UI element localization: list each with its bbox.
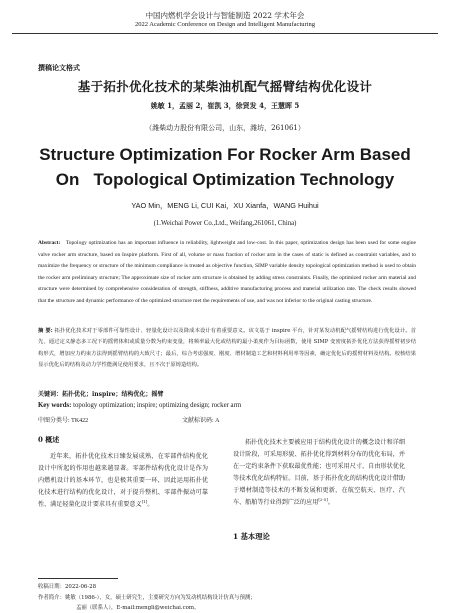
document-code: 文献标识码: A [182,418,220,424]
header-rule [12,33,438,34]
en-abstract-text: Topology optimization has an important influence in reliability, lightweight and low-cost. In this paper, optimization design has been used for some engine valve rocker arm structure, based on Inspire platform. First of all, volume or mass fraction of rocker arm in the cases of static is defined as constraint variables, and to maximize the frequency or structure of the minimum compliance is treated as objective function, SIMP variable density topological optimization method is used to obtain the rocker arm preliminary structure; The approximate size of rocker arm structure is obtained by adding stress constraints. Finally, the optimized rocker arm material and structure were determined by comprehensive consideration of strength, stiffness, additive manufacturing process and material utilization rate. The check results showed that the structure and dynamic performance of the optimized structure met the requirements of use, and was not inferior to the original casting structure. [38,240,416,304]
cn-abstract-label: 摘 要: [38,328,53,334]
en-keywords-text: topology optimization; inspire; optimizing design; rocker arm [73,402,242,409]
en-abstract [38,238,416,307]
left-citation: [1] [141,498,148,504]
cn-keywords: 关键词：拓扑优化；inspire；结构优化；摇臂 [38,391,164,398]
cn-authors: 姚敏 1，孟丽 2，崔凯 3，徐贤发 4，王慧晖 5 [150,101,300,110]
footnote-contact: 孟丽（联系人），E-mail:mengli@weichai.com。 [76,605,200,611]
en-title-line1: Structure Optimization For Rocker Arm Based [39,145,411,164]
cn-abstract-text: 拓扑优化技术对于零部件可靠性设计、轻量化设计以及降成本设计有着重要意义。该文基于 inspire 平台，针对某发动机配气摇臂结构进行优化设计。首先，通过定义静态多工况下的摇臂体积或质量分数为约束变量，将频率最大化或结构的最小柔度作为目标函数，使用 SIMP 变密度拓扑优化方法获得摇臂初步结构形式，增加应力约束方法得到摇臂结构的大致尺寸；最后，综合考虑强度、刚度、增材制造工艺和材料利用率等因素，确定优化后的摇臂材料及结构。校核结果显示优化后的结构及动力学性能满足使用要求，且不次于原铸造结构。 [38,328,416,369]
clc-number: 中图分类号: TK422 [38,418,89,424]
en-keywords-label: Key words: [38,402,72,409]
right-para-end: 。 [327,498,334,506]
en-abstract-label: Abstract: [38,240,61,246]
en-affiliation: (1.Weichai Power Co.,Ltd., Weifang,261061, China) [153,220,297,227]
en-authors: YAO Min，MENG Li, CUI Kai，XU Xianfa，WANG Huihui [131,201,319,210]
right-citation: [2-5] [318,496,328,502]
en-keywords [38,402,241,409]
footnote-author-info: 作者简介：姚敏（1986-），女，硕士研究生，主要研究方向为发动机结构设计仿真与预测； [38,595,256,601]
section-1-title: 1 基本理论 [233,532,270,541]
footnote-rule [38,578,118,579]
left-column-paragraph [38,451,208,511]
cn-abstract [38,326,416,372]
cn-affiliation: （潍柴动力股份有限公司，山东，潍坊，261061） [145,124,305,132]
conference-header-cn: 中国内燃机学会设计与智能制造 2022 学术年会 [145,11,305,20]
right-para-text: 拓扑优化技术主要被应用于结构优化设计的概念设计和详细设计阶段，可采用形貌、拓扑优化得到材料分布的优化布局，并在一定约束条件下获取最优性能；也可采用尺寸、自由形状优化等技术优化结构特征。目前，基于拓扑优化的结构优化设计借助于增材制造等技术的不断发展和更新，在航空航天、医疗、汽车、船舶等行业得到广泛的应用 [233,439,405,506]
section-0-title: 0 概述 [38,435,60,444]
cn-title: 基于拓扑优化技术的某柴油机配气摇臂结构优化设计 [77,79,373,94]
left-para-end: 。 [147,500,154,508]
paper-type-label: 撰稿论文格式 [38,63,80,72]
footnote-received: 收稿日期：2022-06-28 [38,584,97,590]
en-title-line2: On Topological Optimization Technology [55,170,395,189]
right-column-paragraph [233,437,405,508]
conference-header-en: 2022 Academic Conference on Design and Intelligent Manufacturing [135,21,315,28]
left-para-text: 近年来，拓扑优化技术日臻发展成熟，在零部件结构优化设计中所起的作用也越来越显著。零部件结构优化设计是作为内燃机设计的基本环节，也是极其重要一环，因此运用拓扑优化技术进行结构的优化设计，对于提升整机、零部件振动可靠性、满足轻量化设计要求具有重要意义 [38,453,208,508]
